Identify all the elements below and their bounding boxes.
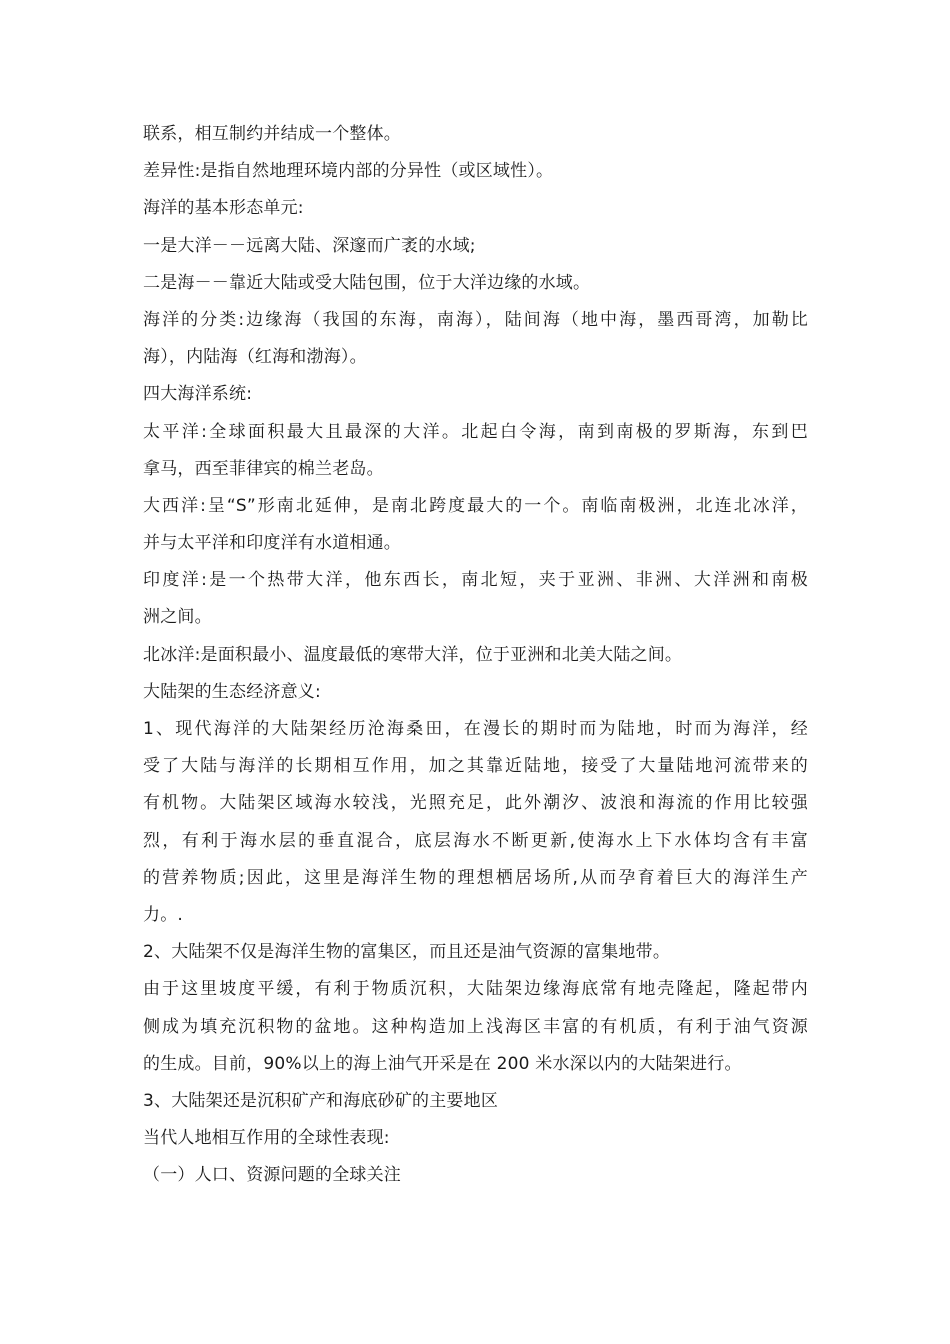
text-line: 四大海洋系统: — [143, 384, 253, 405]
text-line: （一）人口、资源问题的全球关注 — [143, 1165, 401, 1186]
text-line: 一是大洋－－远离大陆、深邃而广袤的水域; — [143, 235, 476, 256]
text-line: 洲之间。 — [143, 607, 212, 628]
text-line: 联系，相互制约并结成一个整体。 — [143, 124, 401, 144]
text-line: 大陆架的生态经济意义: — [143, 681, 321, 702]
text-line: 力。. — [143, 904, 184, 925]
text-line: 1、现代海洋的大陆架经历沧海桑田，在漫长的期时而为陆地，时而为海洋，经 — [143, 719, 808, 739]
text-line: 海），内陆海（红海和渤海）。 — [143, 347, 367, 368]
text-line: 拿马，西至菲律宾的棉兰老岛。 — [143, 458, 384, 479]
text-line: 海洋的基本形态单元: — [143, 198, 304, 219]
text-line: 由于这里坡度平缓，有利于物质沉积，大陆架边缘海底常有地壳隆起，隆起带内 — [143, 979, 808, 1000]
text-line: 二是海－－靠近大陆或受大陆包围，位于大洋边缘的水域。 — [143, 272, 591, 293]
text-line: 大西洋:呈“S”形南北延伸，是南北跨度最大的一个。南临南极洲，北连北冰洋， — [143, 495, 808, 516]
text-line: 侧成为填充沉积物的盆地。这种构造加上浅海区丰富的有机质，有利于油气资源 — [143, 1016, 808, 1037]
text-line: 有机物。大陆架区域海水较浅，光照充足，此外潮汐、波浪和海流的作用比较强 — [143, 793, 808, 814]
text-line: 受了大陆与海洋的长期相互作用，加之其靠近陆地，接受了大量陆地河流带来的 — [143, 756, 808, 777]
document-body — [143, 116, 808, 1194]
text-line: 北冰洋:是面积最小、温度最低的寒带大洋，位于亚洲和北美大陆之间。 — [143, 644, 683, 665]
text-line: 海洋的分类:边缘海（我国的东海，南海），陆间海（地中海，墨西哥湾，加勒比 — [143, 309, 808, 330]
text-line: 当代人地相互作用的全球性表现: — [143, 1128, 390, 1149]
text-line: 差异性:是指自然地理环境内部的分异性（或区域性）。 — [143, 161, 554, 182]
text-line: 的营养物质;因此，这里是海洋生物的理想栖居场所,从而孕育着巨大的海洋生产 — [143, 867, 808, 888]
text-line: 3、大陆架还是沉积矿产和海底砂矿的主要地区 — [143, 1090, 499, 1111]
text-line: 并与太平洋和印度洋有水道相通。 — [143, 533, 401, 554]
text-line: 2、大陆架不仅是海洋生物的富集区，而且还是油气资源的富集地带。 — [143, 942, 671, 963]
text-line: 印度洋:是一个热带大洋，他东西长，南北短，夹于亚洲、非洲、大洋洲和南极 — [143, 570, 808, 591]
text-line: 太平洋:全球面积最大且最深的大洋。北起白令海，南到南极的罗斯海，东到巴 — [143, 421, 808, 442]
text-line: 烈，有利于海水层的垂直混合，底层海水不断更新,使海水上下水体均含有丰富 — [143, 830, 808, 851]
text-line: 的生成。目前，90%以上的海上油气开采是在 200 米水深以内的大陆架进行。 — [143, 1053, 742, 1074]
